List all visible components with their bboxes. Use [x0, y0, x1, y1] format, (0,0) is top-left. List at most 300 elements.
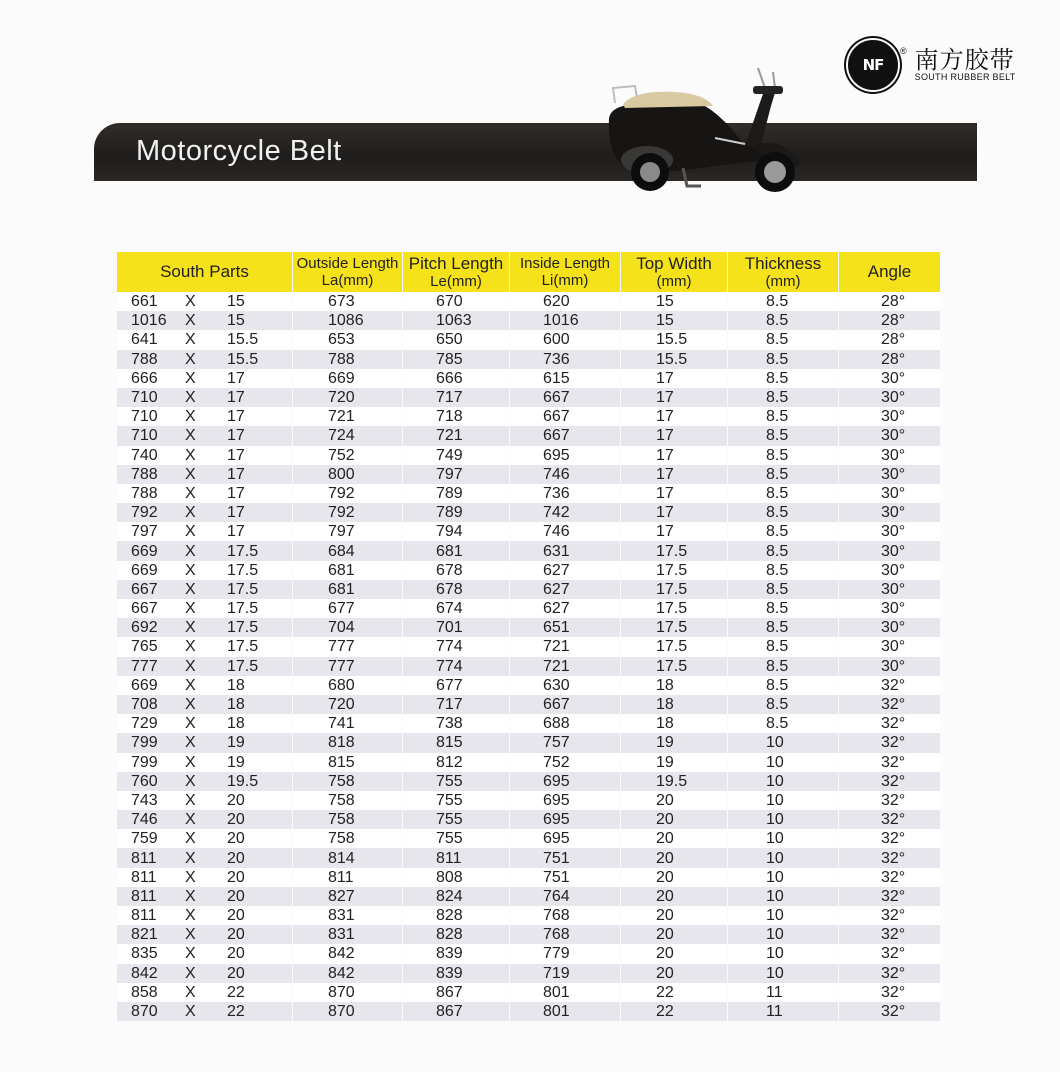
- cell-south-parts: [117, 369, 293, 388]
- table-row: [117, 618, 940, 637]
- cell-south-parts: [117, 522, 293, 541]
- cell-top-width: 17.5: [621, 541, 728, 560]
- header-south-parts: South Parts: [117, 252, 293, 292]
- cell-thickness: 8.5: [728, 522, 839, 541]
- table-header-row: [117, 252, 940, 292]
- cell-south-parts: [117, 407, 293, 426]
- cell-inside-length: 746: [510, 465, 621, 484]
- cell-pitch-length: 666: [403, 369, 510, 388]
- cell-angle: 30°: [839, 561, 940, 580]
- cell-angle: 32°: [839, 810, 940, 829]
- table-row: [117, 868, 940, 887]
- cell-angle: 32°: [839, 868, 940, 887]
- part-width: 20: [227, 926, 245, 944]
- cell-top-width: 15.5: [621, 350, 728, 369]
- part-x: X: [185, 1003, 196, 1021]
- table-row: [117, 714, 940, 733]
- cell-inside-length: 1016: [510, 311, 621, 330]
- cell-angle: 30°: [839, 465, 940, 484]
- part-width: 20: [227, 791, 245, 809]
- cell-south-parts: [117, 330, 293, 349]
- cell-south-parts: [117, 829, 293, 848]
- cell-pitch-length: 815: [403, 733, 510, 752]
- cell-angle: 32°: [839, 829, 940, 848]
- cell-inside-length: 695: [510, 810, 621, 829]
- scooter-illustration-icon: [595, 48, 820, 198]
- part-length: 788: [131, 484, 158, 502]
- cell-pitch-length: 755: [403, 810, 510, 829]
- cell-south-parts: [117, 714, 293, 733]
- cell-outside-length: 800: [293, 465, 403, 484]
- cell-inside-length: 627: [510, 599, 621, 618]
- cell-angle: 30°: [839, 541, 940, 560]
- part-x: X: [185, 561, 196, 579]
- cell-pitch-length: 721: [403, 426, 510, 445]
- part-x: X: [185, 811, 196, 829]
- brand-name: [914, 45, 1016, 83]
- part-width: 20: [227, 811, 245, 829]
- part-length: 811: [131, 907, 157, 925]
- cell-south-parts: [117, 791, 293, 810]
- cell-top-width: 17: [621, 407, 728, 426]
- part-length: 692: [131, 619, 158, 637]
- part-width: 17.5: [227, 542, 259, 560]
- header-angle: Angle: [839, 252, 940, 292]
- part-x: X: [185, 600, 196, 618]
- part-x: X: [185, 293, 196, 311]
- cell-south-parts: [117, 484, 293, 503]
- cell-pitch-length: 828: [403, 906, 510, 925]
- cell-top-width: 17.5: [621, 618, 728, 637]
- cell-inside-length: 721: [510, 657, 621, 676]
- part-width: 17.5: [227, 657, 259, 675]
- cell-angle: 30°: [839, 657, 940, 676]
- cell-outside-length: 681: [293, 561, 403, 580]
- part-width: 17: [227, 465, 245, 483]
- cell-angle: 30°: [839, 618, 940, 637]
- cell-inside-length: 695: [510, 446, 621, 465]
- cell-angle: 32°: [839, 925, 940, 944]
- table-row: [117, 292, 940, 311]
- cell-angle: 32°: [839, 753, 940, 772]
- cell-angle: 32°: [839, 964, 940, 983]
- part-width: 15: [227, 293, 245, 311]
- part-x: X: [185, 830, 196, 848]
- part-length: 669: [131, 561, 158, 579]
- cell-angle: 32°: [839, 772, 940, 791]
- cell-top-width: 17: [621, 522, 728, 541]
- part-width: 19.5: [227, 772, 259, 790]
- part-length: 797: [131, 523, 158, 541]
- cell-pitch-length: 839: [403, 964, 510, 983]
- cell-thickness: 8.5: [728, 350, 839, 369]
- cell-thickness: 10: [728, 772, 839, 791]
- cell-angle: 30°: [839, 599, 940, 618]
- cell-pitch-length: 828: [403, 925, 510, 944]
- cell-angle: 32°: [839, 1002, 940, 1021]
- cell-top-width: 17: [621, 484, 728, 503]
- part-length: 669: [131, 542, 158, 560]
- cell-south-parts: [117, 503, 293, 522]
- cell-pitch-length: 670: [403, 292, 510, 311]
- table-row: [117, 983, 940, 1002]
- cell-inside-length: 736: [510, 484, 621, 503]
- part-length: 870: [131, 1003, 158, 1021]
- page-title: Motorcycle Belt: [136, 135, 342, 167]
- part-length: 641: [131, 331, 158, 349]
- cell-outside-length: 758: [293, 772, 403, 791]
- part-length: 788: [131, 465, 158, 483]
- table-row: [117, 906, 940, 925]
- table-row: [117, 695, 940, 714]
- part-x: X: [185, 734, 196, 752]
- part-x: X: [185, 331, 196, 349]
- cell-angle: 32°: [839, 848, 940, 867]
- cell-pitch-length: 867: [403, 983, 510, 1002]
- cell-pitch-length: 718: [403, 407, 510, 426]
- cell-thickness: 8.5: [728, 695, 839, 714]
- cell-thickness: 10: [728, 810, 839, 829]
- cell-south-parts: [117, 810, 293, 829]
- cell-top-width: 18: [621, 695, 728, 714]
- cell-inside-length: 779: [510, 944, 621, 963]
- table-row: [117, 657, 940, 676]
- cell-outside-length: 815: [293, 753, 403, 772]
- cell-outside-length: 724: [293, 426, 403, 445]
- cell-south-parts: [117, 618, 293, 637]
- part-x: X: [185, 696, 196, 714]
- cell-south-parts: [117, 580, 293, 599]
- cell-angle: 30°: [839, 484, 940, 503]
- cell-thickness: 8.5: [728, 637, 839, 656]
- cell-south-parts: [117, 983, 293, 1002]
- cell-inside-length: 688: [510, 714, 621, 733]
- table-row: [117, 599, 940, 618]
- cell-top-width: 17.5: [621, 561, 728, 580]
- table-row: [117, 541, 940, 560]
- cell-thickness: 8.5: [728, 292, 839, 311]
- part-length: 777: [131, 657, 158, 675]
- part-width: 17: [227, 484, 245, 502]
- table-row: [117, 522, 940, 541]
- header-outside-length: Outside Length La(mm): [293, 252, 403, 292]
- part-x: X: [185, 523, 196, 541]
- part-x: X: [185, 446, 196, 464]
- nf-logo-icon: NF: [848, 40, 898, 90]
- cell-thickness: 10: [728, 753, 839, 772]
- cell-outside-length: 758: [293, 810, 403, 829]
- cell-angle: 30°: [839, 446, 940, 465]
- cell-inside-length: 627: [510, 561, 621, 580]
- part-width: 22: [227, 983, 245, 1001]
- cell-outside-length: 684: [293, 541, 403, 560]
- cell-thickness: 10: [728, 964, 839, 983]
- cell-pitch-length: 774: [403, 637, 510, 656]
- cell-inside-length: 620: [510, 292, 621, 311]
- table-row: [117, 733, 940, 752]
- part-x: X: [185, 619, 196, 637]
- cell-angle: 28°: [839, 311, 940, 330]
- cell-angle: 32°: [839, 676, 940, 695]
- cell-angle: 32°: [839, 983, 940, 1002]
- table-row: [117, 446, 940, 465]
- part-width: 20: [227, 868, 245, 886]
- cell-pitch-length: 749: [403, 446, 510, 465]
- cell-thickness: 8.5: [728, 676, 839, 695]
- part-length: 799: [131, 734, 158, 752]
- cell-thickness: 10: [728, 944, 839, 963]
- cell-outside-length: 827: [293, 887, 403, 906]
- cell-outside-length: 653: [293, 330, 403, 349]
- cell-top-width: 17: [621, 503, 728, 522]
- cell-angle: 32°: [839, 906, 940, 925]
- cell-inside-length: 751: [510, 868, 621, 887]
- part-x: X: [185, 312, 196, 330]
- cell-south-parts: [117, 1002, 293, 1021]
- cell-outside-length: 811: [293, 868, 403, 887]
- cell-pitch-length: 839: [403, 944, 510, 963]
- part-length: 821: [131, 926, 158, 944]
- cell-pitch-length: 717: [403, 388, 510, 407]
- part-length: 858: [131, 983, 158, 1001]
- cell-top-width: 20: [621, 906, 728, 925]
- cell-thickness: 8.5: [728, 599, 839, 618]
- part-length: 708: [131, 696, 158, 714]
- part-x: X: [185, 791, 196, 809]
- part-width: 17: [227, 504, 245, 522]
- cell-outside-length: 741: [293, 714, 403, 733]
- cell-top-width: 22: [621, 983, 728, 1002]
- part-length: 1016: [131, 312, 167, 330]
- cell-outside-length: 680: [293, 676, 403, 695]
- cell-inside-length: 801: [510, 983, 621, 1002]
- part-x: X: [185, 945, 196, 963]
- cell-top-width: 18: [621, 676, 728, 695]
- cell-thickness: 8.5: [728, 541, 839, 560]
- cell-inside-length: 695: [510, 791, 621, 810]
- cell-thickness: 10: [728, 733, 839, 752]
- cell-top-width: 17: [621, 446, 728, 465]
- cell-outside-length: 752: [293, 446, 403, 465]
- part-width: 17: [227, 427, 245, 445]
- table-row: [117, 944, 940, 963]
- cell-pitch-length: 678: [403, 580, 510, 599]
- cell-angle: 32°: [839, 714, 940, 733]
- cell-top-width: 20: [621, 829, 728, 848]
- part-x: X: [185, 408, 196, 426]
- part-x: X: [185, 389, 196, 407]
- part-width: 18: [227, 696, 245, 714]
- cell-top-width: 18: [621, 714, 728, 733]
- part-length: 729: [131, 715, 158, 733]
- cell-south-parts: [117, 657, 293, 676]
- cell-south-parts: [117, 426, 293, 445]
- cell-pitch-length: 789: [403, 484, 510, 503]
- cell-south-parts: [117, 753, 293, 772]
- cell-inside-length: 801: [510, 1002, 621, 1021]
- cell-outside-length: 704: [293, 618, 403, 637]
- cell-inside-length: 667: [510, 426, 621, 445]
- cell-outside-length: 758: [293, 791, 403, 810]
- cell-outside-length: 777: [293, 637, 403, 656]
- part-length: 792: [131, 504, 158, 522]
- part-width: 15.5: [227, 331, 259, 349]
- part-length: 759: [131, 830, 158, 848]
- cell-top-width: 17.5: [621, 657, 728, 676]
- cell-south-parts: [117, 848, 293, 867]
- cell-angle: 30°: [839, 426, 940, 445]
- cell-thickness: 11: [728, 983, 839, 1002]
- cell-pitch-length: 794: [403, 522, 510, 541]
- cell-thickness: 8.5: [728, 330, 839, 349]
- part-x: X: [185, 542, 196, 560]
- cell-inside-length: 627: [510, 580, 621, 599]
- cell-angle: 28°: [839, 330, 940, 349]
- cell-south-parts: [117, 887, 293, 906]
- part-x: X: [185, 580, 196, 598]
- cell-thickness: 10: [728, 829, 839, 848]
- part-width: 20: [227, 830, 245, 848]
- part-length: 835: [131, 945, 158, 963]
- part-width: 17.5: [227, 580, 259, 598]
- cell-outside-length: 842: [293, 964, 403, 983]
- cell-pitch-length: 755: [403, 791, 510, 810]
- cell-thickness: 8.5: [728, 484, 839, 503]
- cell-south-parts: [117, 311, 293, 330]
- cell-angle: 30°: [839, 369, 940, 388]
- cell-pitch-length: 797: [403, 465, 510, 484]
- table-row: [117, 848, 940, 867]
- cell-top-width: 17.5: [621, 637, 728, 656]
- header-pitch-length: Pitch Length Le(mm): [403, 252, 510, 292]
- part-length: 746: [131, 811, 158, 829]
- table-row: [117, 465, 940, 484]
- part-width: 19: [227, 734, 245, 752]
- cell-pitch-length: 812: [403, 753, 510, 772]
- part-x: X: [185, 504, 196, 522]
- part-x: X: [185, 427, 196, 445]
- cell-thickness: 8.5: [728, 388, 839, 407]
- cell-south-parts: [117, 772, 293, 791]
- table-row: [117, 350, 940, 369]
- part-width: 17.5: [227, 619, 259, 637]
- part-width: 17: [227, 523, 245, 541]
- part-x: X: [185, 753, 196, 771]
- brand-logo: [848, 40, 1016, 90]
- cell-thickness: 8.5: [728, 561, 839, 580]
- cell-outside-length: 673: [293, 292, 403, 311]
- part-x: X: [185, 484, 196, 502]
- cell-pitch-length: 789: [403, 503, 510, 522]
- part-length: 710: [131, 408, 158, 426]
- cell-thickness: 10: [728, 906, 839, 925]
- part-width: 20: [227, 964, 245, 982]
- part-x: X: [185, 350, 196, 368]
- cell-thickness: 8.5: [728, 407, 839, 426]
- part-width: 15.5: [227, 350, 259, 368]
- cell-outside-length: 758: [293, 829, 403, 848]
- table-body: [117, 292, 940, 1021]
- table-row: [117, 1002, 940, 1021]
- cell-south-parts: [117, 676, 293, 695]
- cell-angle: 30°: [839, 637, 940, 656]
- cell-inside-length: 667: [510, 388, 621, 407]
- cell-thickness: 10: [728, 791, 839, 810]
- cell-top-width: 17: [621, 426, 728, 445]
- table-row: [117, 887, 940, 906]
- cell-inside-length: 746: [510, 522, 621, 541]
- part-length: 661: [131, 293, 158, 311]
- cell-thickness: 8.5: [728, 369, 839, 388]
- cell-outside-length: 720: [293, 388, 403, 407]
- cell-angle: 30°: [839, 503, 940, 522]
- cell-thickness: 8.5: [728, 580, 839, 599]
- part-x: X: [185, 907, 196, 925]
- cell-angle: 28°: [839, 292, 940, 311]
- cell-outside-length: 677: [293, 599, 403, 618]
- cell-outside-length: 721: [293, 407, 403, 426]
- cell-inside-length: 695: [510, 829, 621, 848]
- cell-pitch-length: 674: [403, 599, 510, 618]
- cell-top-width: 17: [621, 369, 728, 388]
- cell-thickness: 8.5: [728, 657, 839, 676]
- part-length: 760: [131, 772, 158, 790]
- table-row: [117, 311, 940, 330]
- cell-inside-length: 695: [510, 772, 621, 791]
- cell-south-parts: [117, 906, 293, 925]
- part-width: 18: [227, 715, 245, 733]
- cell-thickness: 8.5: [728, 714, 839, 733]
- part-length: 666: [131, 369, 158, 387]
- cell-outside-length: 792: [293, 484, 403, 503]
- cell-inside-length: 736: [510, 350, 621, 369]
- cell-outside-length: 669: [293, 369, 403, 388]
- belt-spec-table: [117, 252, 940, 1021]
- cell-south-parts: [117, 695, 293, 714]
- cell-thickness: 8.5: [728, 465, 839, 484]
- cell-top-width: 17.5: [621, 580, 728, 599]
- cell-angle: 28°: [839, 350, 940, 369]
- part-x: X: [185, 983, 196, 1001]
- brand-name-cn: 南方胶带: [914, 45, 1015, 74]
- table-row: [117, 388, 940, 407]
- header-inside-length: Inside Length Li(mm): [510, 252, 621, 292]
- part-length: 811: [131, 887, 157, 905]
- part-width: 17.5: [227, 638, 259, 656]
- table-row: [117, 503, 940, 522]
- part-width: 20: [227, 945, 245, 963]
- part-length: 811: [131, 868, 157, 886]
- part-length: 669: [131, 676, 158, 694]
- cell-outside-length: 1086: [293, 311, 403, 330]
- cell-outside-length: 842: [293, 944, 403, 963]
- cell-south-parts: [117, 599, 293, 618]
- cell-inside-length: 631: [510, 541, 621, 560]
- cell-south-parts: [117, 637, 293, 656]
- cell-top-width: 20: [621, 868, 728, 887]
- cell-pitch-length: 681: [403, 541, 510, 560]
- cell-top-width: 15: [621, 292, 728, 311]
- cell-outside-length: 814: [293, 848, 403, 867]
- cell-inside-length: 667: [510, 695, 621, 714]
- cell-top-width: 19: [621, 733, 728, 752]
- table-row: [117, 407, 940, 426]
- cell-angle: 32°: [839, 887, 940, 906]
- part-length: 743: [131, 791, 158, 809]
- cell-top-width: 20: [621, 848, 728, 867]
- part-width: 17: [227, 389, 245, 407]
- cell-south-parts: [117, 944, 293, 963]
